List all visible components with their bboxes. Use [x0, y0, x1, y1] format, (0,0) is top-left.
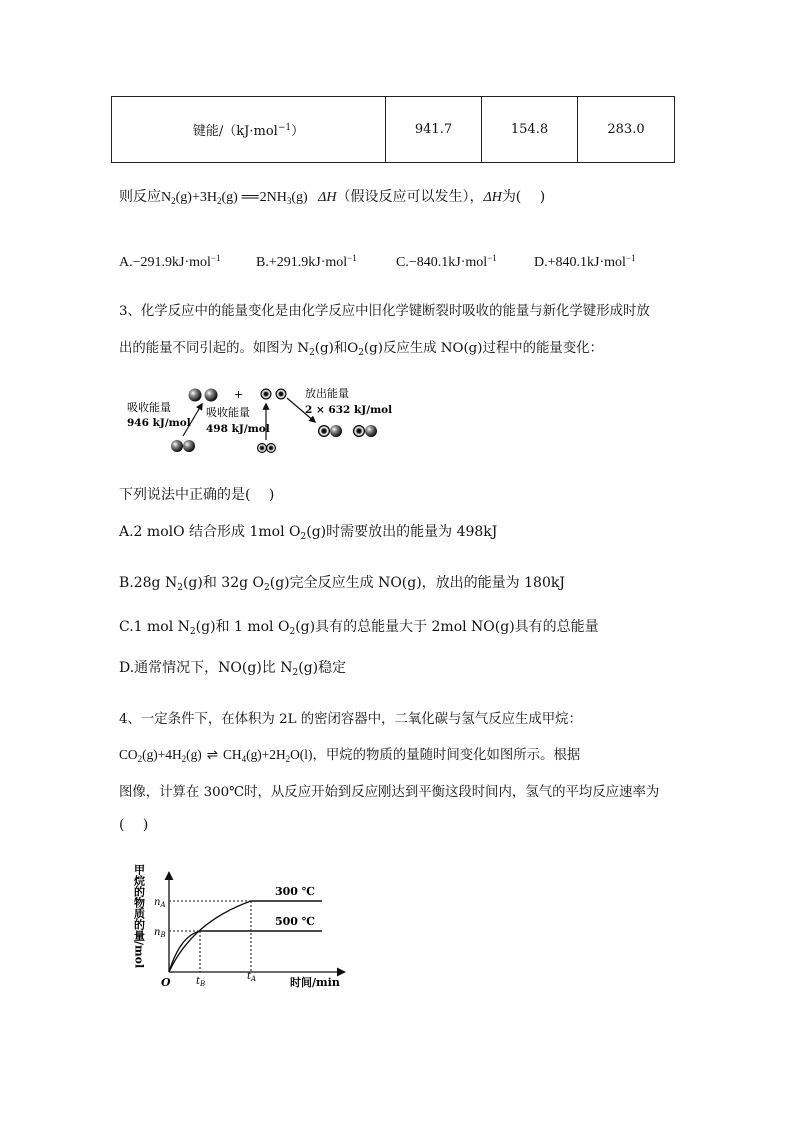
q4-eq-e: (g)+2H — [246, 747, 286, 762]
bond-energy-table — [111, 96, 675, 163]
n-atom-icon — [205, 389, 218, 402]
energy-diagram — [115, 378, 415, 462]
q2-p-1: (g) — [291, 190, 308, 205]
tb-label: $t_B$ — [196, 976, 206, 988]
absorb1-title: 吸收能量 — [127, 401, 171, 414]
curve-300-label: 300 ℃ — [275, 885, 315, 898]
q3-option-d: D.通常情况下，NO(g)比 $N_2(g)$稳定 — [119, 660, 347, 678]
q3-line2-b: (g)和O — [314, 341, 359, 356]
nb-label: $n_B$ — [154, 927, 166, 939]
q4-eq-c: (g) — [186, 747, 202, 762]
option-sup: −1 — [210, 253, 221, 263]
q3-opt-c-2: (g)和 1 mol O — [195, 619, 290, 635]
q3-opt-d-1: D.通常情况下，NO(g)比 N — [119, 660, 293, 676]
q2-suffix: 为( ) — [501, 189, 546, 205]
q2-arrow: ══ — [241, 190, 256, 205]
absorb1-value: 946 kJ/mol — [127, 417, 191, 429]
y-axis-label: 甲烷的物质的量/mol — [132, 864, 146, 969]
option-value: −291.9kJ·mol — [132, 255, 211, 270]
q2-stem — [119, 186, 545, 206]
row-label-unit: kJ·mol — [236, 124, 278, 139]
q3-line2-a: 出的能量不同引起的。如图为 N — [119, 341, 310, 356]
option-sup: −1 — [347, 253, 357, 263]
plus-sign: + — [234, 388, 244, 401]
option-value: −840.1kJ·mol — [408, 255, 488, 270]
q3-option-a: A.2 molO 结合形成 1mol $O_2(g)$时需要放出的能量为 498kJ — [119, 524, 498, 542]
o-atom-icon — [276, 389, 286, 399]
q3-opt-b-2: (g)和 32g O — [182, 575, 264, 591]
row-label-prefix: 键能/（ — [192, 124, 237, 139]
q2-note: （假设反应可以发生）， — [336, 189, 484, 205]
o-atom-icon — [267, 444, 276, 453]
curve-300 — [169, 901, 322, 972]
o-atom-icon — [258, 444, 267, 453]
table-cell: 154.8 — [482, 97, 578, 163]
table-cell: 941.7 — [386, 97, 482, 163]
q2-option-a — [119, 253, 221, 271]
q4-eq-arrow: ⇌ — [206, 747, 218, 762]
curve-500-label: 500 ℃ — [275, 915, 315, 928]
q3-option-b: B.28g $N_2(g)$和 32g $O_2(g)$完全反应生成 NO(g)，放出的能量为 180kJ — [119, 575, 565, 593]
absorb2-value: 498 kJ/mol — [206, 423, 270, 435]
q3-opt-c-3: (g)具有的总能量大于 2mol NO(g)具有的总能量 — [295, 619, 599, 635]
q2-dh: ΔH — [318, 190, 337, 205]
q4-eq-d: CH — [223, 747, 242, 762]
n-atom-icon — [189, 389, 202, 402]
n-atom-icon — [365, 425, 377, 437]
q3-line1: 3、化学反应中的能量变化是由化学反应中旧化学键断裂时吸收的能量与新化学键形成时放 — [119, 304, 650, 319]
option-label: B. — [256, 255, 269, 270]
q4-eq-b: (g)+4H — [142, 747, 182, 762]
na-label: $n_A$ — [154, 897, 166, 909]
option-value: +291.9kJ·mol — [268, 255, 348, 270]
q3-opt-d-2: (g)稳定 — [298, 660, 347, 676]
n-atom-icon — [330, 425, 342, 437]
option-label: C. — [396, 255, 409, 270]
q4-eq-a: CO — [119, 747, 138, 762]
q2-r-2: (g) — [221, 190, 238, 205]
q3-option-c: C.1 mol $N_2(g)$和 1 mol $O_2(g)$具有的总能量大于 2mol NO(g)具有的总能量 — [119, 619, 599, 637]
o-atom-icon — [261, 389, 271, 399]
ta-label: $t_A$ — [247, 971, 257, 983]
row-label-suffix: ） — [291, 124, 305, 139]
row-label-sup: −1 — [277, 123, 292, 133]
q3-opt-a-1: A.2 molO 结合形成 1mol O — [119, 524, 301, 540]
q2-dh2: ΔH — [483, 190, 502, 205]
table-cell: 283.0 — [578, 97, 675, 163]
option-value: +840.1kJ·mol — [547, 255, 626, 270]
release-title: 放出能量 — [305, 387, 349, 400]
methane-graph — [130, 852, 355, 997]
q4-line2 — [119, 744, 580, 764]
option-sup: −1 — [625, 253, 636, 263]
origin-label: O — [161, 976, 171, 989]
n-atom-icon — [183, 440, 195, 452]
q3-line2-c: (g)反应生成 NO(g)过程中的能量变化： — [363, 341, 603, 356]
q4-line1: 4、一定条件下，在体积为 2L 的密闭容器中，二氧化碳与氢气反应生成甲烷： — [119, 712, 582, 727]
q3-question: 下列说法中正确的是( ) — [119, 487, 275, 503]
q2-r-1: (g)+3H — [175, 190, 217, 205]
option-label: A. — [119, 255, 133, 270]
o-atom-icon — [319, 426, 330, 437]
option-sup: −1 — [487, 253, 497, 263]
q4-line3: 图像，计算在 300℃时，从反应开始到反应刚达到平衡这段时间内，氢气的平均反应速率为 — [119, 785, 660, 800]
q2-product: 2NH — [259, 190, 287, 205]
table-row — [112, 97, 675, 163]
q4-line4: ( ) — [119, 817, 149, 833]
o-atom-icon — [354, 426, 365, 437]
q4-eq-f: O(l) — [290, 747, 313, 762]
q3-opt-b-3: (g)完全反应生成 NO(g)，放出的能量为 180kJ — [269, 575, 565, 591]
q4-eq-tail: ，甲烷的物质的量随时间变化如图所示。根据 — [312, 748, 581, 763]
q2-option-d — [534, 253, 636, 271]
release-value: 2 × 632 kJ/mol — [305, 404, 393, 416]
row-label-cell — [112, 97, 386, 163]
q2-option-c — [396, 253, 497, 271]
q3-opt-b-1: B.28g N — [119, 575, 178, 591]
n-atom-icon — [171, 440, 183, 452]
q2-stem-prefix: 则反应 — [119, 189, 161, 205]
q2-r-n: N — [161, 190, 172, 205]
q4-equation: $CO_2(g)+4H_2(g)$ ⇌ $CH_4(g)+2H_2O(l)$ — [119, 747, 313, 764]
q2-reaction: $N_2(g)+3H_2(g)$ ══ $2NH_3(g)$ — [161, 190, 308, 206]
absorb2-title: 吸收能量 — [206, 406, 250, 419]
x-axis-label: 时间/min — [290, 976, 340, 989]
q3-opt-c-1: C.1 mol N — [119, 619, 190, 635]
q3-opt-a-2: (g)时需要放出的能量为 498kJ — [306, 524, 498, 540]
option-label: D. — [534, 255, 548, 270]
q2-option-b — [256, 253, 357, 271]
q3-line2: 出的能量不同引起的。如图为 $N_2(g)$和$O_2(g)$反应生成 NO(g)过程中的能量变化： — [119, 341, 603, 358]
